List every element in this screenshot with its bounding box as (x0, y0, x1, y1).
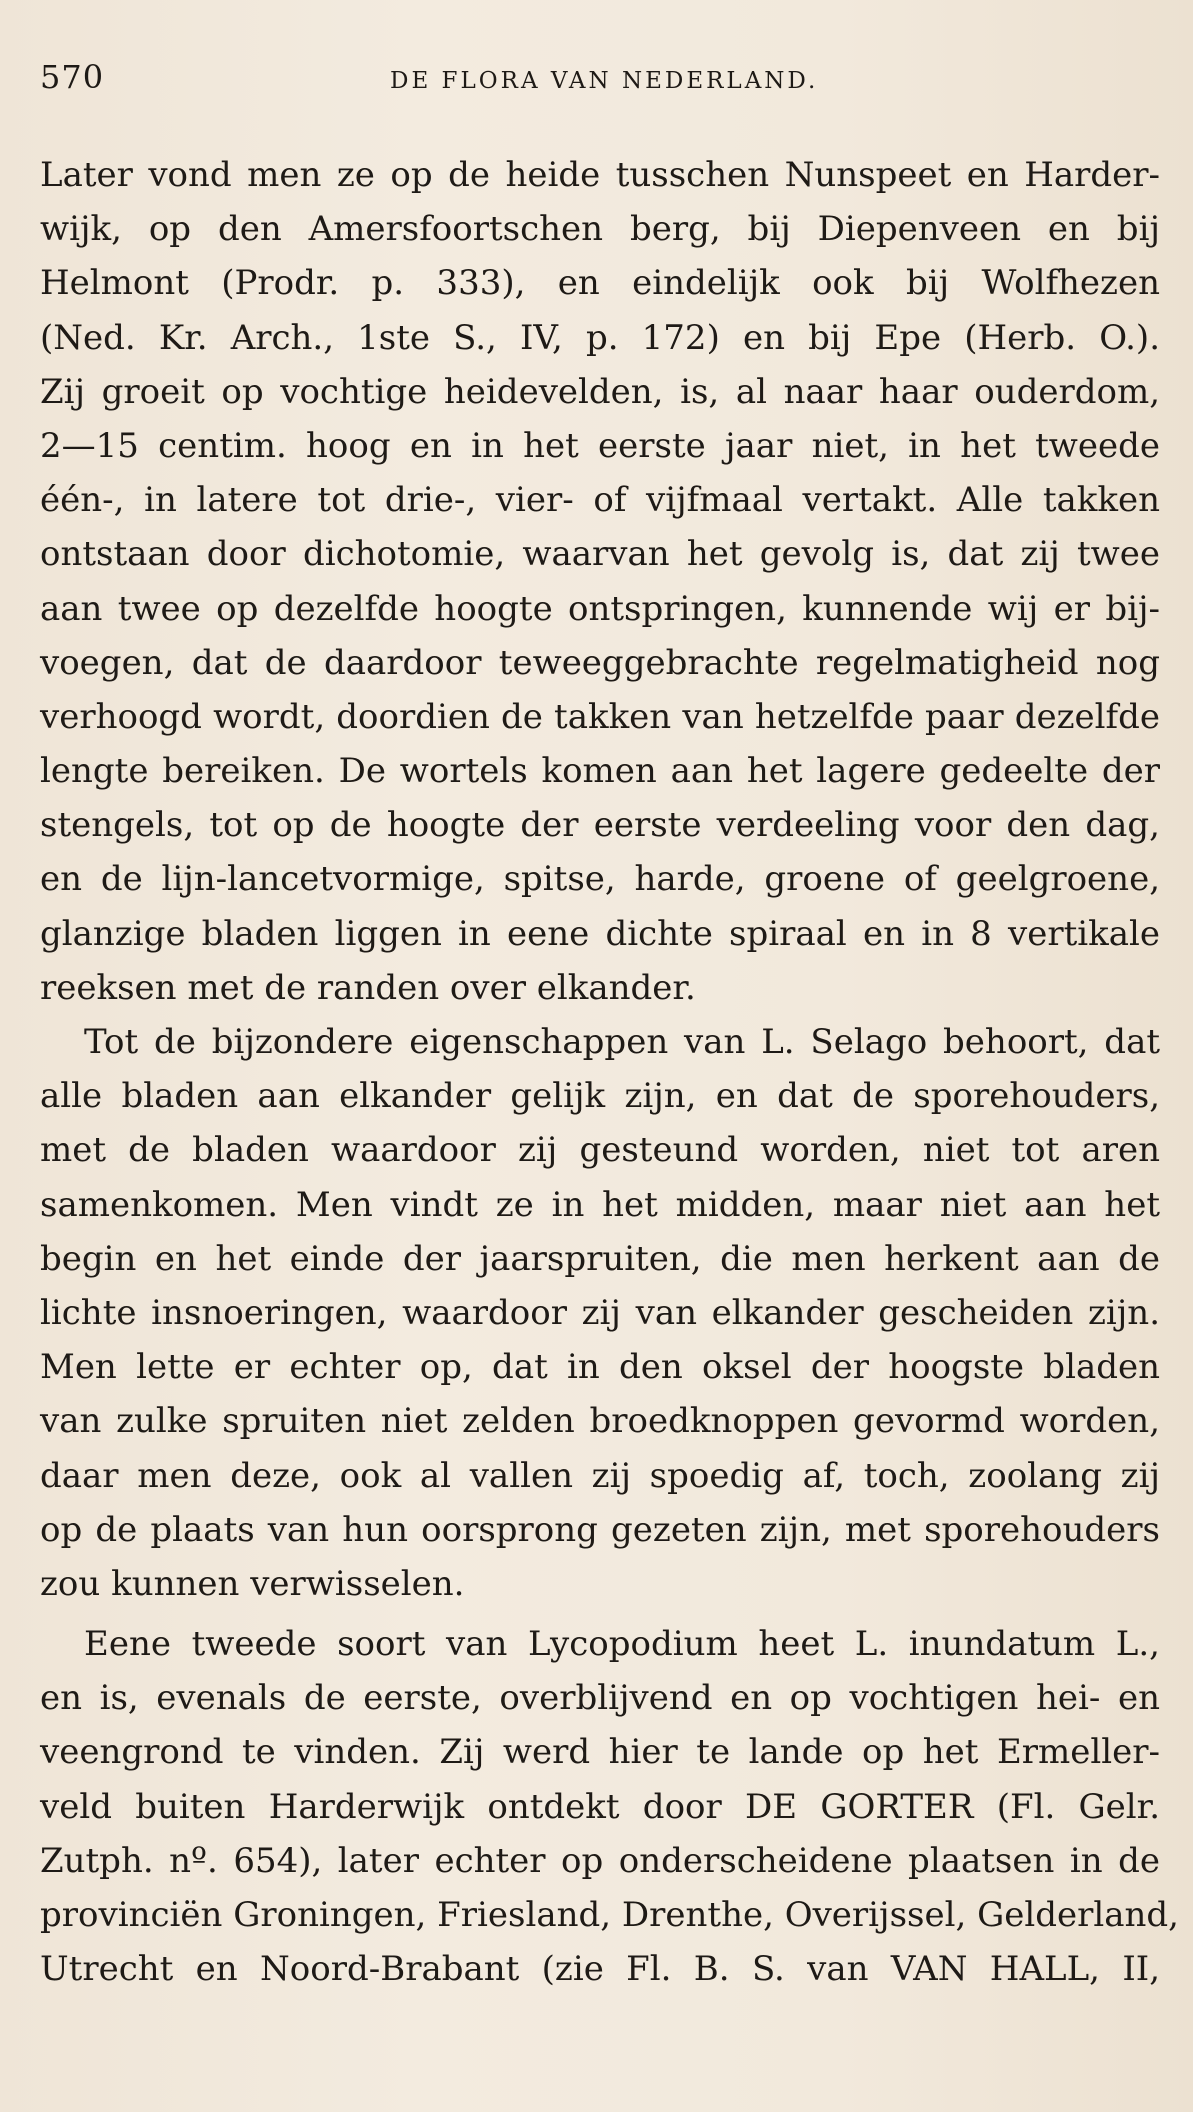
text-line: veld buiten Harderwijk ontdekt door DE GORTER (Fl. Gelr. (40, 1786, 1160, 1827)
text-line: op de plaats van hun oorsprong gezeten zijn, met sporehouders (40, 1509, 1160, 1550)
text-line: stengels, tot op de hoogte der eerste verdeeling voor den dag, (40, 805, 1160, 846)
text-line: met de bladen waardoor zij gesteund worden, niet tot aren (40, 1130, 1160, 1171)
text-line: verhoogd wordt, doordien de takken van hetzelfde paar dezelfde (40, 696, 1160, 737)
text-line: samenkomen. Men vindt ze in het midden, maar niet aan het (40, 1184, 1160, 1225)
page-number: 570 (40, 58, 105, 96)
text-line: Tot de bijzondere eigenschappen van L. Selago behoort, dat (84, 1022, 1160, 1062)
text-line: Zutph. nº. 654), later echter op onderscheidene plaatsen in de (40, 1840, 1160, 1881)
text-line: daar men deze, ook al vallen zij spoedig af, toch, zoolang zij (40, 1455, 1160, 1496)
text-line: Utrecht en Noord-Brabant (zie Fl. B. S. van VAN HALL, II, (40, 1949, 1160, 1990)
text-line: Men lette er echter op, dat in den oksel der hoogste bladen (40, 1347, 1160, 1388)
text-line: voegen, dat de daardoor teweeggebrachte regelmatigheid nog (40, 642, 1160, 683)
text-line: Zij groeit op vochtige heidevelden, is, al naar haar ouderdom, (40, 371, 1160, 412)
text-line: lichte insnoeringen, waardoor zij van elkander gescheiden zijn. (40, 1292, 1160, 1333)
text-line: alle bladen aan elkander gelijk zijn, en dat de sporehouders, (40, 1076, 1160, 1117)
text-line: veengrond te vinden. Zij werd hier te lande op het Ermeller- (40, 1732, 1160, 1773)
text-line: aan twee op dezelfde hoogte ontspringen, kunnende wij er bij- (40, 588, 1160, 629)
text-line: begin en het einde der jaarspruiten, die men herkent aan de (40, 1238, 1160, 1279)
text-line: provinciën Groningen, Friesland, Drenthe, Overijssel, Gelderland, (40, 1895, 1179, 1935)
text-line: van zulke spruiten niet zelden broedknoppen gevormd worden, (40, 1401, 1160, 1442)
text-line: zou kunnen verwisselen. (40, 1563, 465, 1604)
running-head: DE FLORA VAN NEDERLAND. (390, 68, 819, 94)
text-line: 2—15 centim. hoog en in het eerste jaar niet, in het tweede (40, 425, 1160, 466)
text-line: ontstaan door dichotomie, waarvan het gevolg is, dat zij twee (40, 534, 1160, 575)
page-header (40, 58, 1160, 108)
text-line: Eene tweede soort van Lycopodium heet L. inundatum L., (84, 1624, 1160, 1665)
text-line: lengte bereiken. De wortels komen aan het lagere gedeelte der (40, 751, 1160, 792)
text-line: (Ned. Kr. Arch., 1ste S., IV, p. 172) en bij Epe (Herb. O.). (40, 317, 1160, 358)
text-line: wijk, op den Amersfoortschen berg, bij Diepenveen en bij (40, 209, 1160, 250)
text-line: glanzige bladen liggen in eene dichte spiraal en in 8 vertikale (40, 913, 1160, 954)
text-line: één-, in latere tot drie-, vier- of vijfmaal vertakt. Alle takken (40, 480, 1160, 521)
text-line: en de lijn-lancetvormige, spitse, harde, groene of geelgroene, (40, 859, 1160, 900)
text-line: en is, evenals de eerste, overblijvend en op vochtigen hei- en (40, 1678, 1160, 1719)
text-line: reeksen met de randen over elkander. (40, 967, 696, 1008)
text-line: Later vond men ze op de heide tusschen Nunspeet en Harder- (40, 155, 1160, 195)
body-text (40, 148, 1179, 1996)
text-line: Helmont (Prodr. p. 333), en eindelijk ook bij Wolfhezen (40, 263, 1160, 304)
